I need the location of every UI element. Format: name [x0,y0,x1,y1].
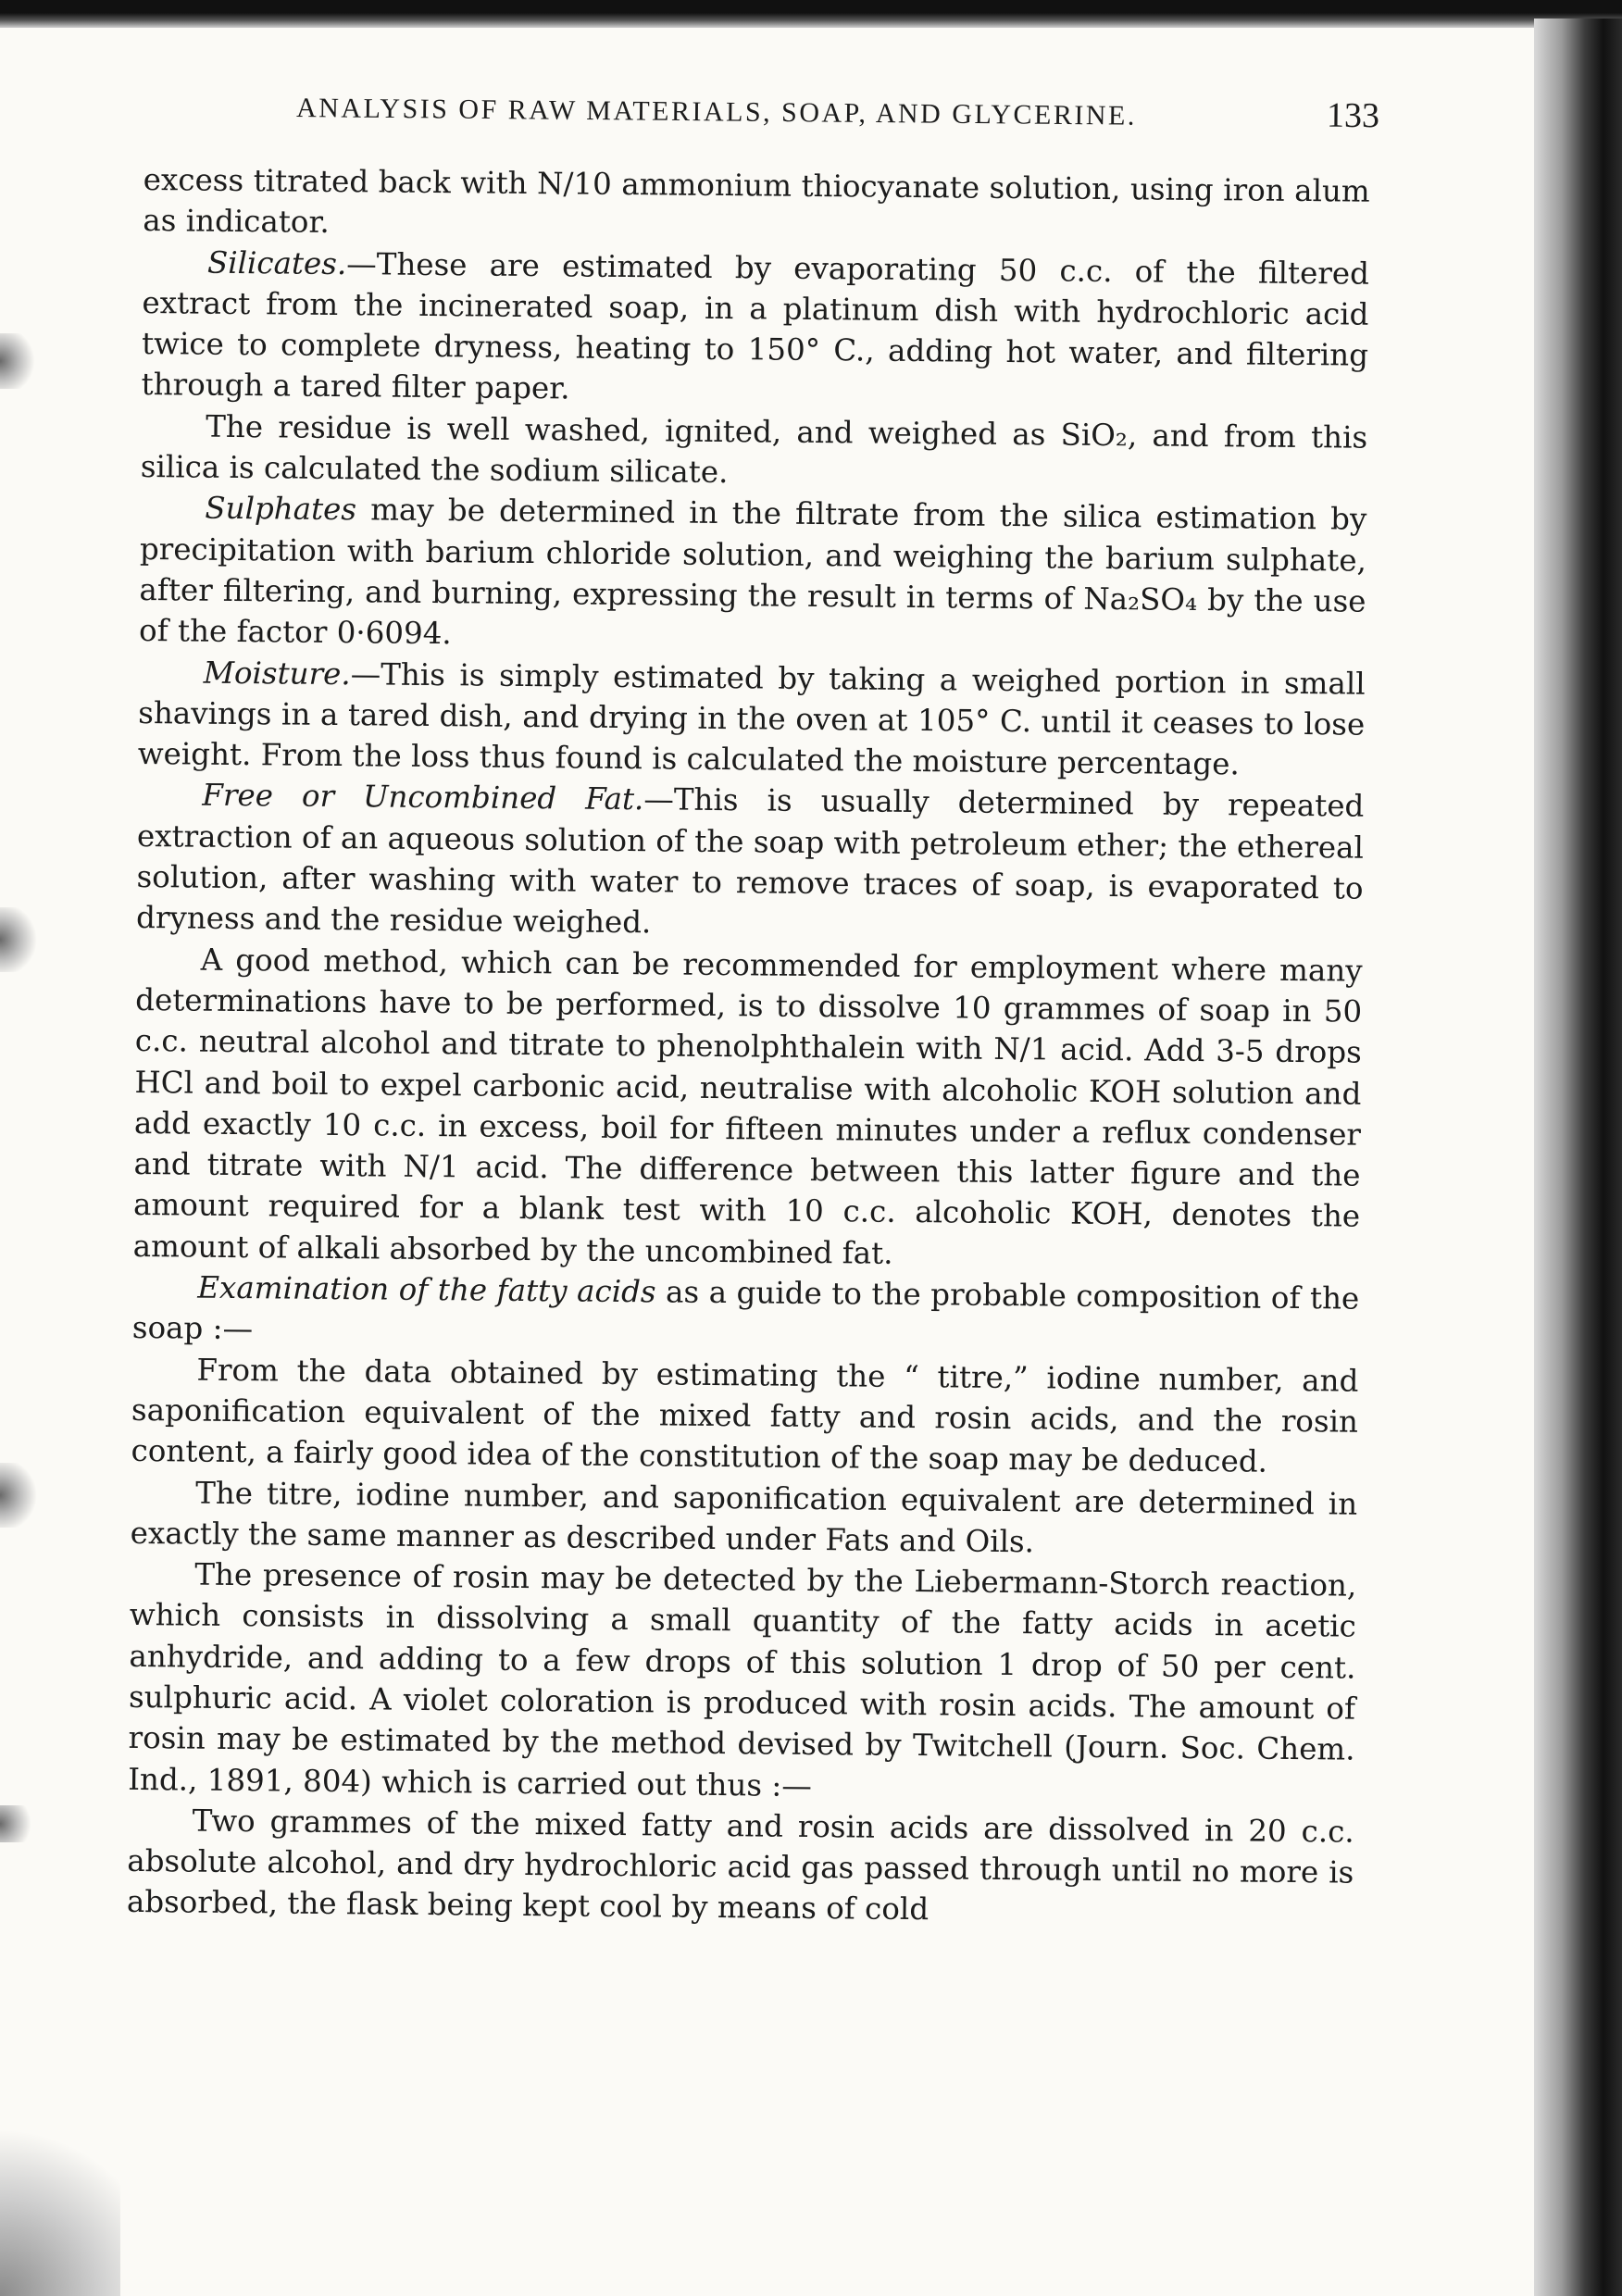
paragraph [132,1267,1360,1360]
paragraph-text: The residue is well washed, ignited, and weighed as SiO₂, and from this silica is calculated the sodium silicate. [140,408,1368,491]
paragraph [136,774,1365,950]
paragraph [128,1554,1356,1811]
page-number: 133 [1326,95,1380,136]
paragraph [133,939,1363,1279]
paragraph-text: —These are estimated by evaporating 50 c.c. of the filtered extract from the incinerated soap, in a platinum dish with hydrochloric acid twice to complete dryness, heating to 150° C., adding hot water, and filtering through a tared filter paper. [141,245,1370,406]
paragraph [131,1471,1358,1565]
paragraph-text: —This is usually determined by repeated extraction of an aqueous solution of the soap with petroleum ether; the ethereal solution, after washing with water to remove traces of soap, is evaporated to dryness and the residue weighed. [135,781,1365,941]
paragraph [131,1349,1358,1484]
paragraph-text: The presence of rosin may be detected by the Liebermann-Storch reaction, which consists in dissolving a small quantity of the fatty acids in acetic anhydride, and adding to a few drops of this solution 1 drop of 50 per cent. sulphuric acid. A violet coloration is produced with rosin acids. The amount of rosin may be estimated by the method devised by Twitchell (Journ. Soc. Chem. Ind., 1891, 804) which is carried out thus :— [128,1556,1357,1803]
running-title: ANALYSIS OF RAW MATERIALS, SOAP, AND GLYCERINE. [295,93,1137,131]
paragraph [141,242,1369,418]
paragraph-text: A good method, which can be recommended for employment where many determinations have to be performed, is to dissolve 10 grammes of soap in 50 c.c. neutral alcohol and titrate to phenolphthalein with N/1 acid. Add 3-5 drops HCl and boil to expel carbonic acid, neutralise with alcoholic KOH solution and add exactly 10 c.c. in excess, boil for fifteen minutes under a reflux condenser and titrate with N/1 acid. The difference between this latter figure and the amount required for a blank test with 10 c.c. alcoholic KOH, denotes the amount of alkali absorbed by the uncombined fat. [132,942,1363,1271]
section-lead: Free or Uncombined Fat. [202,778,644,817]
paragraph [139,487,1367,663]
section-lead: Sulphates [205,491,357,528]
body-text [127,159,1370,1934]
running-header [296,85,1380,151]
paragraph-text: The titre, iodine number, and saponification equivalent are determined in exactly the same manner as described under Fats and Oils. [130,1475,1358,1560]
paragraph-text: may be determined in the filtrate from the silica estimation by precipitation with barium chloride solution, and weighing the barium sulphate, after filtering, and burning, expressing the result in terms of Na₂SO₄ by the use of the factor 0·6094. [138,492,1367,652]
paragraph-text: excess titrated back with N/10 ammonium thiocyanate solution, using iron alum as indicator. [143,161,1370,241]
paragraph [141,406,1368,499]
scan-speck [0,1805,37,1842]
scan-corner-grain [0,2111,120,2296]
paragraph [138,652,1366,787]
section-lead: Examination of the fatty acids [197,1269,656,1310]
scan-top-edge [0,0,1622,28]
scan-speck [0,907,37,972]
paragraph [127,1800,1354,1935]
paragraph-text: Two grammes of the mixed fatty and rosin acids are dissolved in 20 c.c. absolute alcohol, and dry hydrochloric acid gas passed through until no more is absorbed, the flask being kept cool by means of cold [126,1803,1354,1928]
scan-binding-edge [1534,19,1622,2296]
scan-speck [0,333,37,389]
scan-speck [0,1463,37,1528]
paragraph-text: as a guide to the probable composition of the soap :— [131,1274,1360,1347]
section-lead: Silicates. [206,244,347,281]
section-lead: Moisture. [203,655,351,692]
paragraph-text: —This is simply estimated by taking a weighed portion in small shavings in a tared dish, and drying in the oven at 105° C. until it ceases to lose weight. From the loss thus found is calculated the moisture percentage. [137,655,1366,782]
paragraph [143,159,1370,253]
paragraph-text: From the data obtained by estimating the “ titre,” iodine number, and saponification equivalent of the mixed fatty and rosin acids, and the rosin content, a fairly good idea of the constitution of the soap may be deduced. [131,1352,1359,1479]
